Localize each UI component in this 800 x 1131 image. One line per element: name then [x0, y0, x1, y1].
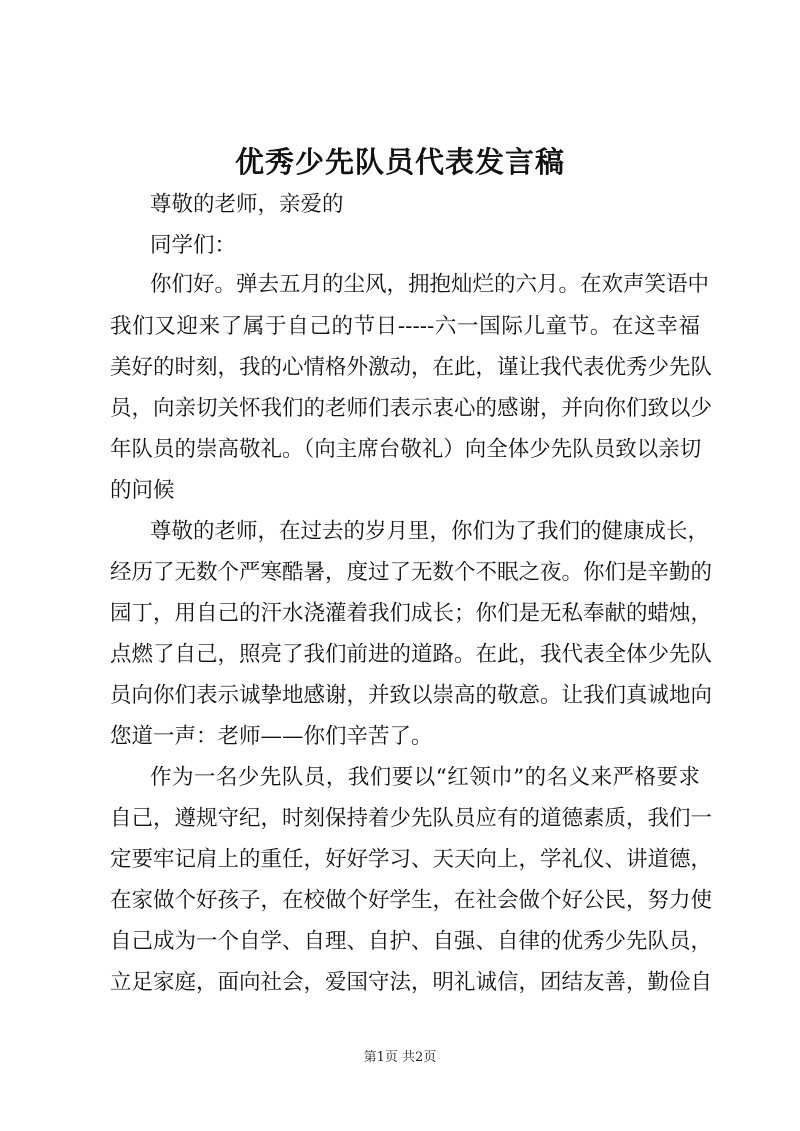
text-line: 尊敬的老师，亲爱的 [150, 192, 344, 217]
text-line: 您道一声：老师——你们辛苦了。 [110, 724, 433, 749]
text-line: 作为一名少先队员，我们要以“红领巾”的名义来严格要求 [150, 765, 700, 790]
text-line: 经历了无数个严寒酷暑，度过了无数个不眠之夜。你们是辛勤的 [110, 560, 713, 585]
text-line: 美好的时刻，我的心情格外激动，在此，谨让我代表优秀少先队 [110, 355, 713, 380]
text-line: 年队员的崇高敬礼。（向主席台敬礼）向全体少先队员致以亲切 [110, 437, 702, 462]
text-line: 立足家庭，面向社会，爱国守法，明礼诚信，团结友善，勤俭自 [110, 970, 713, 995]
text-line: 我们又迎来了属于自己的节日-----六一国际儿童节。在这幸福 [110, 314, 700, 339]
text-line: 自己成为一个自学、自理、自护、自强、自律的优秀少先队员， [110, 929, 713, 954]
document-title: 优秀少先队员代表发言稿 [234, 145, 565, 179]
text-line: 尊敬的老师，在过去的岁月里，你们为了我们的健康成长， [150, 519, 710, 544]
text-line: 的问候 [110, 478, 175, 503]
text-line: 定要牢记肩上的重任，好好学习、天天向上，学礼仪、讲道德， [110, 847, 713, 872]
text-line: 同学们： [150, 233, 237, 258]
text-line: 园丁，用自己的汗水浇灌着我们成长；你们是无私奉献的蜡烛， [110, 601, 713, 626]
text-line: 点燃了自己，照亮了我们前进的道路。在此，我代表全体少先队 [110, 642, 713, 667]
text-line: 你们好。弹去五月的尘风，拥抱灿烂的六月。在欢声笑语中 [150, 272, 710, 297]
page-footer: 第1页 共2页 [363, 1050, 437, 1065]
text-line: 在家做个好孩子，在校做个好学生，在社会做个好公民，努力使 [110, 888, 713, 913]
text-line: 员，向亲切关怀我们的老师们表示衷心的感谢，并向你们致以少 [110, 396, 713, 421]
text-line: 自己，遵规守纪，时刻保持着少先队员应有的道德素质，我们一 [110, 806, 713, 831]
text-line: 员向你们表示诚挚地感谢，并致以崇高的敬意。让我们真诚地向 [110, 683, 713, 708]
